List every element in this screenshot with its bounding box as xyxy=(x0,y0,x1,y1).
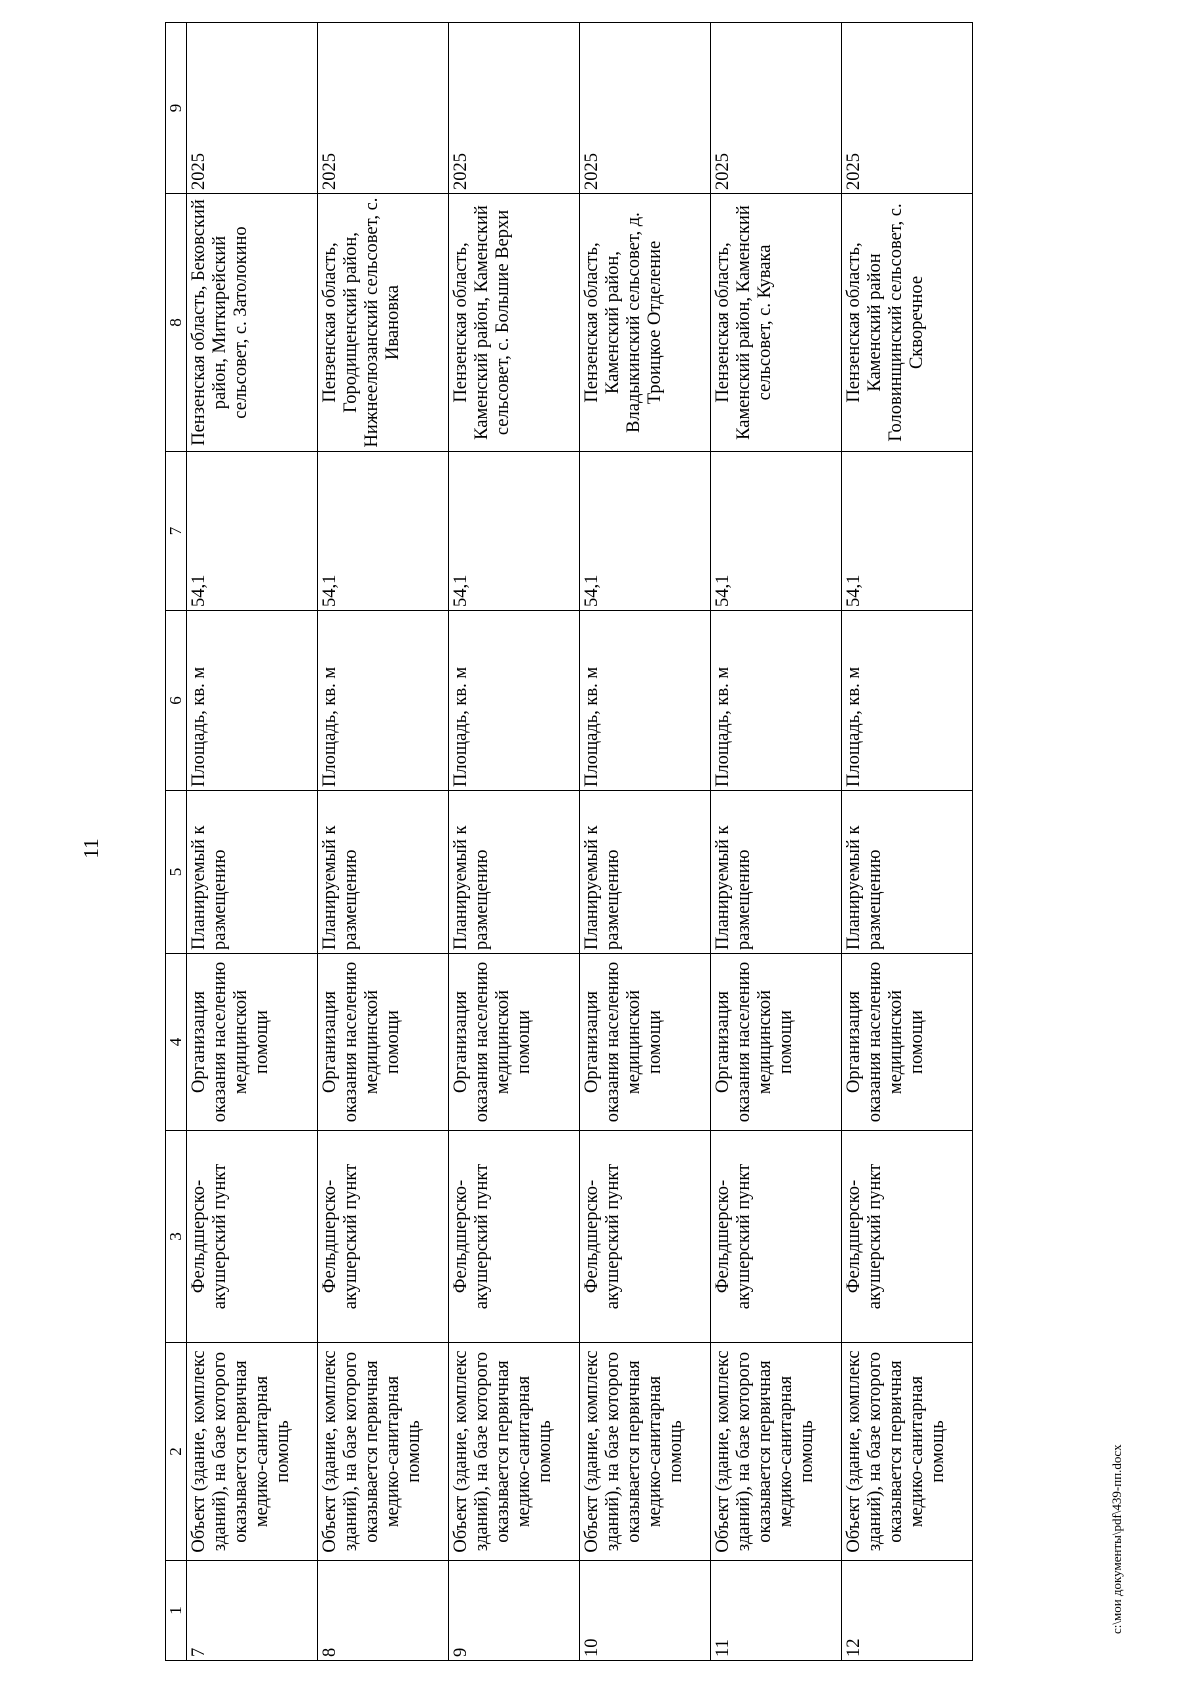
cell-object: Объект (здание, комплекс зданий), на базе которого оказывается первичная медико-санитарная помощь xyxy=(449,1343,580,1561)
cell-characteristic: Площадь, кв. м xyxy=(711,611,842,791)
cell-type: Фельдшерско-акушерский пункт xyxy=(318,1131,449,1343)
cell-purpose: Организация оказания населению медицинской помощи xyxy=(580,954,711,1131)
footer-file-path: c:\мои документы\pdf\439-пп.docx xyxy=(1109,1444,1124,1634)
cell-year: 2025 xyxy=(842,23,973,194)
column-header: 6 xyxy=(166,611,187,791)
cell-object: Объект (здание, комплекс зданий), на базе которого оказывается первичная медико-санитарная помощь xyxy=(318,1343,449,1561)
cell-characteristic: Площадь, кв. м xyxy=(580,611,711,791)
cell-purpose: Организация оказания населению медицинской помощи xyxy=(842,954,973,1131)
cell-characteristic: Площадь, кв. м xyxy=(449,611,580,791)
table-row xyxy=(842,23,973,1661)
cell-number: 9 xyxy=(449,1561,580,1661)
cell-location: Пензенская область, Каменский район, Владыкинский сельсовет, д. Троицкое Отделение xyxy=(580,194,711,452)
cell-value: 54,1 xyxy=(187,452,318,611)
cell-location: Пензенская область, Каменский район, Каменский сельсовет, с. Большие Верхи xyxy=(449,194,580,452)
column-header: 9 xyxy=(166,23,187,194)
cell-year: 2025 xyxy=(449,23,580,194)
table-row xyxy=(711,23,842,1661)
cell-purpose: Организация оказания населению медицинской помощи xyxy=(187,954,318,1131)
cell-year: 2025 xyxy=(187,23,318,194)
cell-year: 2025 xyxy=(580,23,711,194)
cell-location: Пензенская область, Бековский район, Миткирейский сельсовет, с. Затолокино xyxy=(187,194,318,452)
column-header: 3 xyxy=(166,1131,187,1343)
cell-status: Планируемый к размещению xyxy=(318,791,449,954)
cell-value: 54,1 xyxy=(580,452,711,611)
cell-location: Пензенская область, Каменский район Головинщинский сельсовет, с. Скворечное xyxy=(842,194,973,452)
cell-characteristic: Площадь, кв. м xyxy=(187,611,318,791)
cell-type: Фельдшерско-акушерский пункт xyxy=(711,1131,842,1343)
cell-location: Пензенская область, Каменский район, Каменский сельсовет, с. Кувака xyxy=(711,194,842,452)
cell-characteristic: Площадь, кв. м xyxy=(842,611,973,791)
cell-type: Фельдшерско-акушерский пункт xyxy=(580,1131,711,1343)
cell-purpose: Организация оказания населению медицинской помощи xyxy=(711,954,842,1131)
cell-location: Пензенская область, Городищенский район, Нижнеелюзанский сельсовет, с. Ивановка xyxy=(318,194,449,452)
column-header: 1 xyxy=(166,1561,187,1661)
column-header: 2 xyxy=(166,1343,187,1561)
cell-purpose: Организация оказания населению медицинской помощи xyxy=(318,954,449,1131)
column-header: 4 xyxy=(166,954,187,1131)
cell-object: Объект (здание, комплекс зданий), на базе которого оказывается первичная медико-санитарная помощь xyxy=(580,1343,711,1561)
column-header: 8 xyxy=(166,194,187,452)
table-row xyxy=(318,23,449,1661)
cell-object: Объект (здание, комплекс зданий), на базе которого оказывается первичная медико-санитарная помощь xyxy=(842,1343,973,1561)
cell-type: Фельдшерско-акушерский пункт xyxy=(842,1131,973,1343)
cell-status: Планируемый к размещению xyxy=(449,791,580,954)
cell-status: Планируемый к размещению xyxy=(580,791,711,954)
cell-year: 2025 xyxy=(711,23,842,194)
cell-number: 7 xyxy=(187,1561,318,1661)
table-row xyxy=(187,23,318,1661)
cell-type: Фельдшерско-акушерский пункт xyxy=(187,1131,318,1343)
column-header: 5 xyxy=(166,791,187,954)
cell-number: 12 xyxy=(842,1561,973,1661)
column-header: 7 xyxy=(166,452,187,611)
page-number: 11 xyxy=(79,838,103,859)
objects-table xyxy=(165,22,973,1661)
cell-status: Планируемый к размещению xyxy=(711,791,842,954)
cell-number: 11 xyxy=(711,1561,842,1661)
table-row xyxy=(580,23,711,1661)
header-row xyxy=(166,23,187,1661)
cell-value: 54,1 xyxy=(449,452,580,611)
cell-type: Фельдшерско-акушерский пункт xyxy=(449,1131,580,1343)
cell-purpose: Организация оказания населению медицинской помощи xyxy=(449,954,580,1131)
cell-value: 54,1 xyxy=(711,452,842,611)
cell-number: 10 xyxy=(580,1561,711,1661)
cell-year: 2025 xyxy=(318,23,449,194)
table-row xyxy=(449,23,580,1661)
cell-value: 54,1 xyxy=(842,452,973,611)
cell-object: Объект (здание, комплекс зданий), на базе которого оказывается первичная медико-санитарная помощь xyxy=(711,1343,842,1561)
cell-status: Планируемый к размещению xyxy=(842,791,973,954)
cell-characteristic: Площадь, кв. м xyxy=(318,611,449,791)
cell-object: Объект (здание, комплекс зданий), на базе которого оказывается первичная медико-санитарная помощь xyxy=(187,1343,318,1561)
cell-number: 8 xyxy=(318,1561,449,1661)
cell-status: Планируемый к размещению xyxy=(187,791,318,954)
cell-value: 54,1 xyxy=(318,452,449,611)
